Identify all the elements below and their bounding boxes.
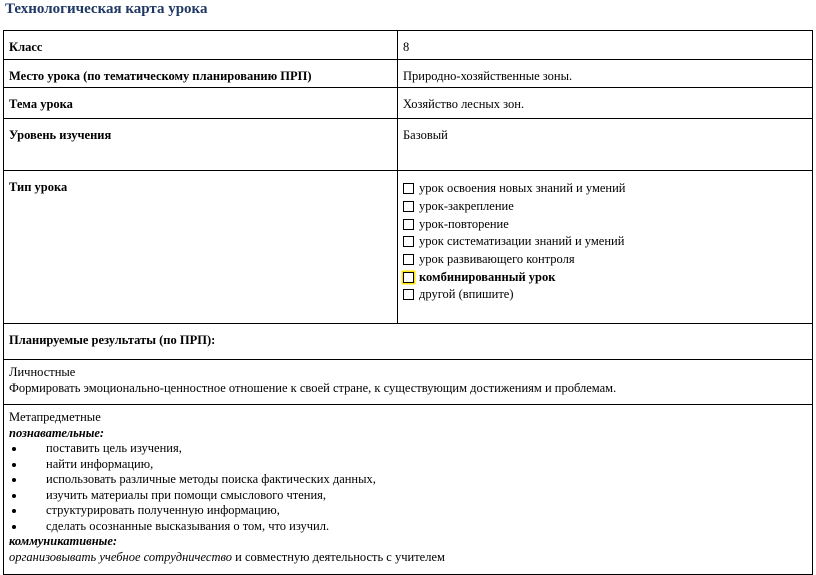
list-item: сделать осознанные высказывания о том, что изучил. xyxy=(9,519,807,535)
list-item: использовать различные методы поиска фактических данных, xyxy=(9,472,807,488)
checkbox-icon[interactable] xyxy=(403,219,414,230)
label-tip: Тип урока xyxy=(4,171,398,324)
lesson-card-table xyxy=(3,30,813,575)
kommunikativnye-rest: и совместную деятельность с учителем xyxy=(232,549,445,564)
poznavatelnye-label: познавательные: xyxy=(9,425,105,440)
kommunikativnye-italic: организовывать учебное сотрудничество xyxy=(9,549,232,564)
row-mesto xyxy=(4,60,813,88)
row-tema xyxy=(4,88,813,119)
lesson-type-option[interactable]: урок систематизации знаний и умений xyxy=(403,233,807,251)
label-tema: Тема урока xyxy=(4,88,398,119)
list-item: структурировать полученную информацию, xyxy=(9,503,807,519)
value-klass: 8 xyxy=(398,31,813,60)
row-uroven xyxy=(4,119,813,171)
row-klass xyxy=(4,31,813,60)
checkbox-icon[interactable] xyxy=(403,289,414,300)
value-mesto: Природно-хозяйственные зоны. xyxy=(398,60,813,88)
label-mesto: Место урока (по тематическому планированию ПРП) xyxy=(4,60,398,88)
kommunikativnye-text xyxy=(9,550,807,566)
list-item: поставить цель изучения, xyxy=(9,441,807,457)
label-klass: Класс xyxy=(4,31,398,60)
lesson-type-option[interactable]: урок-повторение xyxy=(403,215,807,233)
checkbox-icon[interactable] xyxy=(403,254,414,265)
lichnostnye-block xyxy=(4,360,813,405)
list-item: найти информацию, xyxy=(9,457,807,473)
poznavatelnye-list xyxy=(9,441,807,534)
list-item: изучить материалы при помощи смыслового чтения, xyxy=(9,488,807,504)
checkbox-icon[interactable] xyxy=(403,236,414,247)
checkbox-icon[interactable] xyxy=(403,201,414,212)
lesson-type-option-selected[interactable]: комбинированный урок xyxy=(403,268,807,286)
lesson-type-option[interactable]: другой (впишите) xyxy=(403,286,807,304)
checkbox-icon[interactable] xyxy=(403,183,414,194)
lesson-type-option[interactable]: урок развивающего контроля xyxy=(403,251,807,269)
row-planiruemye xyxy=(4,324,813,360)
metapredmetnye-block xyxy=(4,405,813,575)
value-uroven: Базовый xyxy=(398,119,813,171)
value-tema: Хозяйство лесных зон. xyxy=(398,88,813,119)
lesson-type-option[interactable]: урок освоения новых знаний и умений xyxy=(403,180,807,198)
label-uroven: Уровень изучения xyxy=(4,119,398,171)
label-planiruemye: Планируемые результаты (по ПРП): xyxy=(4,324,813,360)
checkbox-highlighted-icon[interactable] xyxy=(403,272,414,283)
kommunikativnye-label: коммуникативные: xyxy=(9,534,118,548)
metapredmetnye-heading: Метапредметные xyxy=(9,410,101,424)
page-title: Технологическая карта урока xyxy=(5,1,208,17)
lesson-type-options xyxy=(398,171,813,324)
row-tip xyxy=(4,171,813,324)
lichnostnye-text: Формировать эмоционально-ценностное отношение к своей стране, к существующим достижениям и проблемам. xyxy=(9,380,617,395)
row-lichnostnye xyxy=(4,360,813,405)
lichnostnye-heading: Личностные xyxy=(9,365,76,379)
row-metapredmetnye xyxy=(4,405,813,575)
lesson-type-option[interactable]: урок-закрепление xyxy=(403,198,807,216)
